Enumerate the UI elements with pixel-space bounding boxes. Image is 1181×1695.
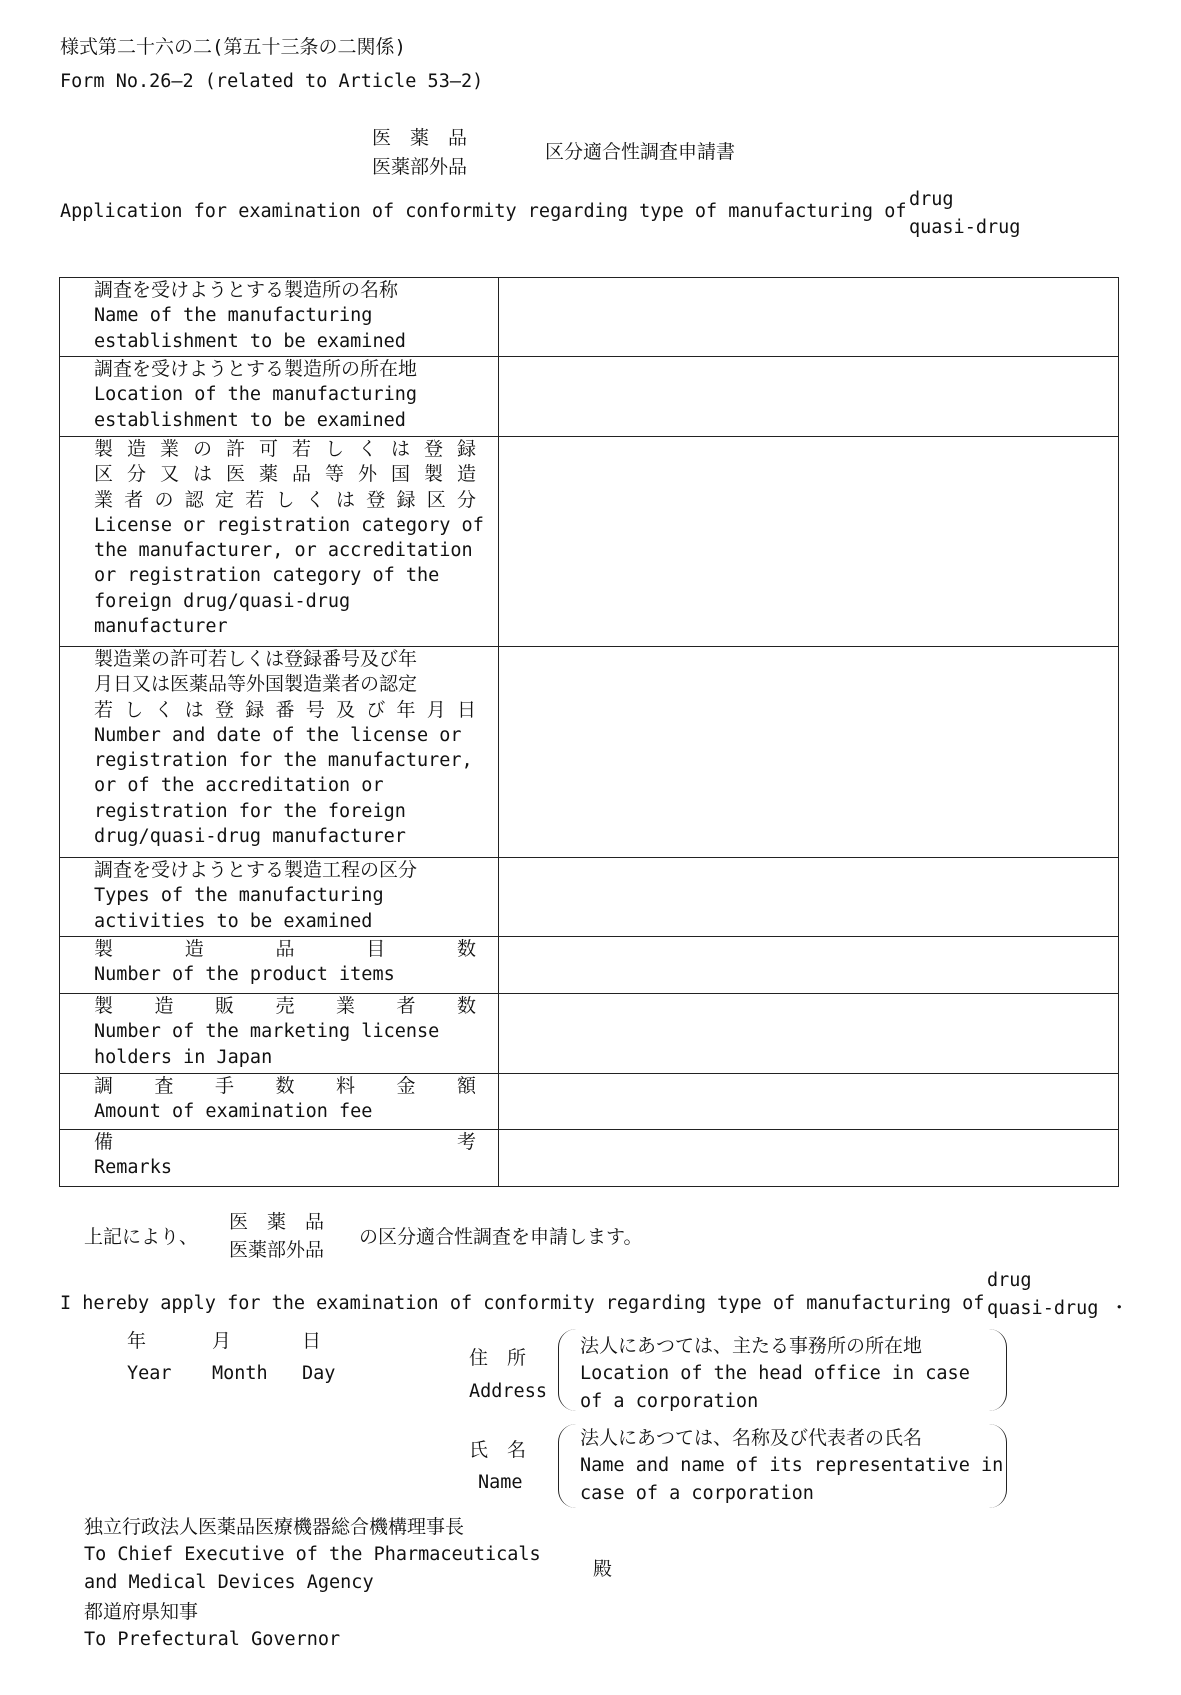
row-label-line: activities to be examined	[94, 910, 373, 932]
row-label-line: 製造業の許可若しくは登録	[94, 438, 476, 460]
row-label	[60, 357, 499, 437]
row-label-line: or of the accreditation or	[94, 775, 384, 797]
address-label-en: Address	[469, 1381, 547, 1402]
row-label	[60, 437, 499, 647]
address-note-en-1: Location of the head office in case	[580, 1363, 970, 1384]
row-label-line: 若しくは登録番号及び年月日	[94, 698, 476, 721]
table-row	[60, 858, 1119, 937]
row-label-line: registration for the manufacturer,	[94, 750, 473, 772]
name-note-en-2: case of a corporation	[580, 1483, 814, 1504]
title-option-drug-jp: 医 薬 品	[372, 127, 468, 149]
row-label	[60, 278, 499, 357]
row-label-line: Name of the manufacturing	[94, 305, 373, 327]
declaration-en: I hereby apply for the examination of conformity regarding type of manufacturing of	[60, 1293, 985, 1314]
table-row	[60, 937, 1119, 994]
table-row	[60, 1074, 1119, 1130]
table-row	[60, 278, 1119, 357]
row-label-line: Types of the manufacturing	[94, 885, 384, 907]
form-number-en: Form No.26—2 (related to Article 53—2)	[60, 71, 484, 92]
row-label-line: 業者の認定若しくは登録区分	[94, 488, 476, 511]
addressee-pmda-jp: 独立行政法人医薬品医療機器総合機構理事長	[84, 1516, 465, 1538]
row-label	[60, 937, 499, 994]
row-label	[60, 1074, 499, 1130]
declaration-option-quasi-drug-jp: 医薬部外品	[229, 1239, 325, 1261]
row-label-line: establishment to be examined	[94, 330, 406, 352]
row-label-line: 区分又は医薬品等外国製造	[94, 463, 476, 486]
row-label-line: establishment to be examined	[94, 409, 406, 431]
year-label-en: Year	[127, 1363, 172, 1384]
row-label-line: 製造販売業者数	[94, 995, 476, 1017]
addressee-governor-en: To Prefectural Governor	[84, 1629, 341, 1650]
honorific: 殿	[593, 1558, 613, 1580]
row-value-field[interactable]	[499, 1130, 1119, 1187]
name-left-paren	[558, 1424, 577, 1508]
row-value-field[interactable]	[499, 357, 1119, 437]
table-row	[60, 1130, 1119, 1187]
row-label	[60, 994, 499, 1074]
row-value-field[interactable]	[499, 937, 1119, 994]
row-label	[60, 858, 499, 937]
row-value-field[interactable]	[499, 647, 1119, 858]
title-jp: 区分適合性調査申請書	[545, 141, 736, 163]
application-table	[59, 277, 1119, 1187]
declaration-suffix-jp: の区分適合性調査を申請します。	[359, 1226, 643, 1248]
row-label-line: 備考	[94, 1131, 476, 1153]
row-value-field[interactable]	[499, 994, 1119, 1074]
row-label-line: 月日又は医薬品等外国製造業者の認定	[94, 673, 418, 696]
row-label-line: the manufacturer, or accreditation	[94, 540, 473, 562]
day-label-jp: 日	[302, 1330, 322, 1352]
row-label-line: manufacturer	[94, 616, 228, 638]
title-option-quasi-drug-en: quasi-drug	[909, 217, 1021, 238]
row-value-field[interactable]	[499, 437, 1119, 647]
year-label-jp: 年	[127, 1330, 147, 1352]
table-row	[60, 647, 1119, 858]
row-value-field[interactable]	[499, 858, 1119, 937]
addressee-pmda-en-2: and Medical Devices Agency	[84, 1572, 374, 1593]
address-right-paren	[988, 1329, 1007, 1411]
declaration-end-mark: ・	[1110, 1298, 1129, 1319]
title-option-quasi-drug-jp: 医薬部外品	[372, 156, 468, 178]
address-left-paren	[558, 1329, 577, 1411]
row-label-line: Number of the marketing license	[94, 1021, 440, 1043]
row-label-line: Amount of examination fee	[94, 1101, 373, 1123]
title-option-drug-en: drug	[909, 189, 954, 210]
declaration-prefix-jp: 上記により、	[84, 1226, 199, 1248]
row-label-line: 調査手数料金額	[94, 1075, 476, 1097]
row-label-line: 調査を受けようとする製造所の名称	[94, 279, 399, 301]
month-label-en: Month	[212, 1363, 268, 1384]
declaration-option-drug-jp: 医 薬 品	[229, 1211, 325, 1233]
row-label-line: 調査を受けようとする製造所の所在地	[94, 358, 418, 380]
table-row	[60, 437, 1119, 647]
row-label-line: or registration category of the	[94, 565, 440, 587]
row-label-line: Number of the product items	[94, 964, 395, 986]
month-label-jp: 月	[212, 1330, 232, 1352]
name-note-jp: 法人にあつては、名称及び代表者の氏名	[580, 1427, 923, 1449]
day-label-en: Day	[302, 1363, 336, 1384]
name-label-en: Name	[478, 1472, 523, 1493]
row-label-line: drug/quasi-drug manufacturer	[94, 826, 406, 848]
row-label	[60, 1130, 499, 1187]
row-value-field[interactable]	[499, 1074, 1119, 1130]
row-label	[60, 647, 499, 858]
row-label-line: holders in Japan	[94, 1046, 273, 1068]
row-label-line: Remarks	[94, 1157, 172, 1179]
row-label-line: 製造品目数	[94, 938, 476, 960]
row-label-line: 調査を受けようとする製造工程の区分	[94, 859, 418, 881]
row-label-line: registration for the foreign	[94, 800, 406, 822]
address-note-en-2: of a corporation	[580, 1391, 759, 1412]
name-note-en-1: Name and name of its representative in	[580, 1455, 1004, 1476]
row-label-line: foreign drug/quasi-drug	[94, 590, 351, 612]
row-label-line: Location of the manufacturing	[94, 384, 418, 406]
form-number-jp: 様式第二十六の二(第五十三条の二関係)	[60, 36, 406, 58]
table-row	[60, 994, 1119, 1074]
declaration-option-quasi-drug-en: quasi-drug	[987, 1298, 1099, 1319]
addressee-governor-jp: 都道府県知事	[84, 1601, 199, 1623]
table-row	[60, 357, 1119, 437]
row-label-line: License or registration category of	[94, 514, 484, 536]
row-label-line: Number and date of the license or	[94, 724, 462, 746]
row-value-field[interactable]	[499, 278, 1119, 357]
name-label-jp: 氏 名	[469, 1439, 527, 1461]
addressee-pmda-en-1: To Chief Executive of the Pharmaceuticals	[84, 1544, 541, 1565]
address-label-jp: 住 所	[469, 1347, 527, 1369]
row-label-line: 製造業の許可若しくは登録番号及び年	[94, 648, 418, 670]
declaration-option-drug-en: drug	[987, 1270, 1032, 1291]
title-en: Application for examination of conformity regarding type of manufacturing of	[60, 201, 907, 222]
address-note-jp: 法人にあつては、主たる事務所の所在地	[580, 1335, 923, 1357]
